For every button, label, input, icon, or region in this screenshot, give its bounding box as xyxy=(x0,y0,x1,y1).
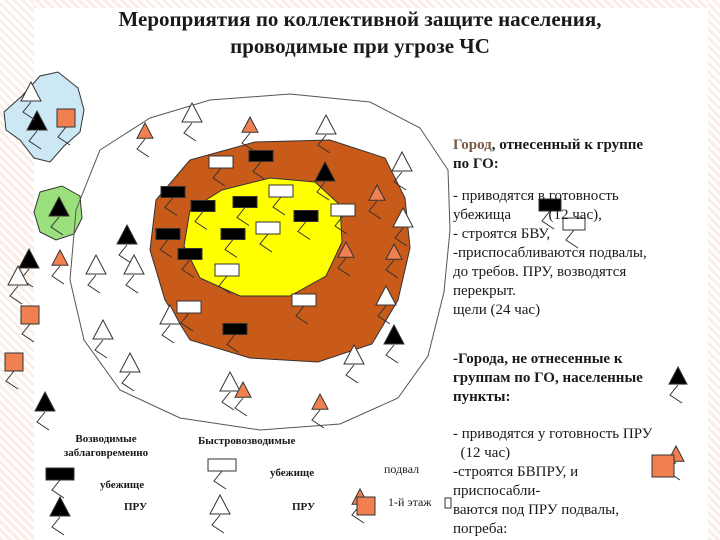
towns-measure: (12 час) xyxy=(453,445,511,461)
marker-tail xyxy=(235,398,247,416)
legend-first-floor-square-icon xyxy=(357,497,375,515)
rapid-shelter-icon xyxy=(269,185,293,197)
built-shelter-icon xyxy=(294,211,318,222)
legend-basement-label: подвал xyxy=(384,462,420,476)
marker-tail xyxy=(212,515,224,533)
city-measure: -приспосабливаются подвалы, xyxy=(453,245,647,261)
city-heading-accent: Город xyxy=(453,137,492,153)
pru-square-icon xyxy=(57,109,75,127)
marker-tail xyxy=(119,245,131,263)
rapid-pru-icon xyxy=(52,250,68,265)
built-shelter-icon xyxy=(191,201,215,212)
marker-tail xyxy=(137,139,149,157)
rapid-shelter-icon xyxy=(209,156,233,168)
legend-first-floor-label: 1-й этаж xyxy=(388,495,432,509)
pru-square-icon xyxy=(5,353,23,371)
marker-tail xyxy=(22,324,34,342)
marker-tail xyxy=(184,123,196,141)
built-pru-icon xyxy=(19,249,39,268)
page-title-line-1: Мероприятия по коллективной защите населения, xyxy=(118,7,602,31)
city-measure: убежища (12 час), xyxy=(453,207,602,223)
towns-heading xyxy=(453,350,693,407)
legend-pru-left-label: ПРУ xyxy=(124,501,148,513)
rapid-shelter-icon xyxy=(331,204,355,216)
built-shelter-icon xyxy=(161,187,185,198)
rapid-pru-icon xyxy=(242,117,258,132)
towns-measure: - приводятся у готовность ПРУ xyxy=(453,426,653,442)
marker-tail xyxy=(95,340,107,358)
towns-measure: приспосабли- xyxy=(453,483,541,499)
open-shelter-icon xyxy=(210,495,230,514)
towns-measure: -строятся БВПРУ, и xyxy=(453,464,579,480)
city-measure: - строятся БВУ, xyxy=(453,226,551,242)
legend-rapid-heading: Быстровозводимые xyxy=(198,435,296,447)
rapid-shelter-icon xyxy=(256,222,280,234)
city-measure: щели (24 час) xyxy=(453,302,541,318)
legend-window-icon xyxy=(445,498,451,508)
rapid-pru-icon xyxy=(312,394,328,409)
towns-heading-line: -Города, не отнесенные к xyxy=(453,351,623,367)
marker-tail xyxy=(162,325,174,343)
built-shelter-icon xyxy=(223,324,247,335)
legend-rapid-shelter-icon xyxy=(208,459,236,471)
built-shelter-icon xyxy=(249,151,273,162)
marker-tail xyxy=(126,275,138,293)
towns-heading-line: пункты: xyxy=(453,389,511,405)
marker-tail xyxy=(386,345,398,363)
city-heading-rest: , отнесенный к группе xyxy=(491,137,644,153)
city-measure: до требов. ПРУ, возводятся xyxy=(453,264,627,280)
marker-tail xyxy=(37,412,49,430)
open-shelter-icon xyxy=(93,320,113,339)
legend-prebuilt-line-2: заблаговременно xyxy=(63,447,149,459)
pru-square-icon xyxy=(21,306,39,324)
towns-measures-list xyxy=(453,425,703,539)
towns-measure: погреба: xyxy=(453,521,508,537)
built-pru-icon xyxy=(35,392,55,411)
city-measures-list xyxy=(453,187,698,320)
legend-shelter-left-label: убежище xyxy=(100,479,145,491)
built-pru-icon xyxy=(117,225,137,244)
rapid-shelter-icon xyxy=(292,294,316,306)
open-shelter-icon xyxy=(182,103,202,122)
built-shelter-icon xyxy=(178,249,202,260)
legend-shelter-right-label: убежище xyxy=(270,467,315,479)
open-shelter-icon xyxy=(124,255,144,274)
open-shelter-icon xyxy=(120,353,140,372)
open-shelter-icon xyxy=(316,115,336,134)
legend-pru-right-label: ПРУ xyxy=(292,501,316,513)
marker-tail xyxy=(52,480,64,498)
marker-tail xyxy=(122,373,134,391)
legend-built-shelter-icon xyxy=(46,468,74,480)
built-shelter-icon xyxy=(233,197,257,208)
built-pru-icon xyxy=(384,325,404,344)
marker-tail xyxy=(346,365,358,383)
city-heading-line-2: по ГО: xyxy=(453,156,499,172)
legend-prebuilt-heading xyxy=(46,432,166,460)
open-shelter-icon xyxy=(86,255,106,274)
marker-tail xyxy=(6,371,18,389)
towns-heading-line: группам по ГО, населенные xyxy=(453,370,643,386)
marker-tail xyxy=(52,517,64,535)
open-shelter-icon xyxy=(8,266,28,285)
page-title-line-2: проводимые при угрозе ЧС xyxy=(230,34,490,58)
built-shelter-icon xyxy=(221,229,245,240)
rapid-shelter-icon xyxy=(177,301,201,313)
open-shelter-icon xyxy=(220,372,240,391)
marker-tail xyxy=(52,266,64,284)
legend-prebuilt-line-1: Возводимые xyxy=(75,433,137,445)
towns-measure: ваются под ПРУ подвалы, xyxy=(453,502,619,518)
city-measure: перекрыт. xyxy=(453,283,516,299)
legend-built-pru-icon xyxy=(50,497,70,516)
marker-tail xyxy=(10,286,22,304)
marker-tail xyxy=(88,275,100,293)
rapid-shelter-icon xyxy=(215,264,239,276)
city-heading xyxy=(453,136,693,174)
marker-tail xyxy=(222,392,234,410)
city-measure: - приводятся в готовность xyxy=(453,188,619,204)
built-shelter-icon xyxy=(156,229,180,240)
open-shelter-icon xyxy=(392,152,412,171)
marker-tail xyxy=(214,471,226,489)
